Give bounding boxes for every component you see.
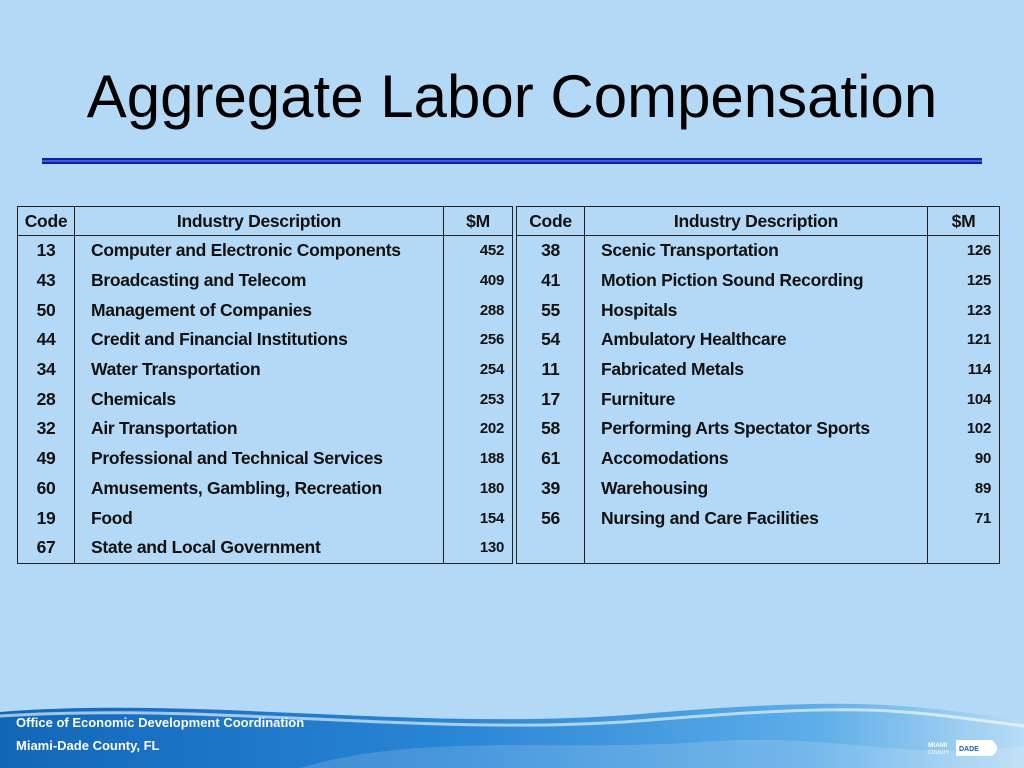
- row-amount: 114: [928, 355, 1000, 385]
- row-code: 11: [517, 355, 585, 385]
- row-description: Performing Arts Spectator Sports: [585, 414, 928, 444]
- row-code: 54: [517, 325, 585, 355]
- table-row: [18, 355, 513, 385]
- table-row: [517, 236, 1000, 266]
- row-amount: 409: [444, 266, 513, 296]
- row-code: 60: [18, 474, 75, 504]
- row-amount: 202: [444, 414, 513, 444]
- row-description: Fabricated Metals: [585, 355, 928, 385]
- header-description: Industry Description: [75, 207, 444, 236]
- footer-county: Miami-Dade County, FL: [16, 738, 160, 753]
- row-description: [585, 533, 928, 563]
- row-description: Food: [75, 503, 444, 533]
- row-amount: 254: [444, 355, 513, 385]
- row-description: Hospitals: [585, 295, 928, 325]
- row-amount: 126: [928, 236, 1000, 266]
- row-code: 17: [517, 384, 585, 414]
- row-description: Credit and Financial Institutions: [75, 325, 444, 355]
- row-code: 19: [18, 503, 75, 533]
- table-row: [517, 474, 1000, 504]
- row-description: Motion Piction Sound Recording: [585, 266, 928, 296]
- row-amount: 102: [928, 414, 1000, 444]
- table-header-row: [517, 207, 1000, 236]
- header-code: Code: [517, 207, 585, 236]
- header-code: Code: [18, 207, 75, 236]
- industry-table-left: [17, 206, 513, 564]
- row-code: 49: [18, 444, 75, 474]
- table-row: [18, 414, 513, 444]
- row-description: Amusements, Gambling, Recreation: [75, 474, 444, 504]
- table-header-row: [18, 207, 513, 236]
- table-row: [517, 503, 1000, 533]
- table-row: [18, 295, 513, 325]
- row-description: Air Transportation: [75, 414, 444, 444]
- table-row: [517, 444, 1000, 474]
- row-amount: [928, 533, 1000, 563]
- row-code: 41: [517, 266, 585, 296]
- row-code: 43: [18, 266, 75, 296]
- table-row: [517, 533, 1000, 563]
- row-code: 34: [18, 355, 75, 385]
- header-amount: $M: [928, 207, 1000, 236]
- row-code: 38: [517, 236, 585, 266]
- row-description: Chemicals: [75, 384, 444, 414]
- row-amount: 288: [444, 295, 513, 325]
- row-amount: 253: [444, 384, 513, 414]
- row-amount: 125: [928, 266, 1000, 296]
- row-code: 13: [18, 236, 75, 266]
- miami-dade-logo: [926, 738, 1004, 758]
- row-amount: 452: [444, 236, 513, 266]
- row-description: Management of Companies: [75, 295, 444, 325]
- row-code: 50: [18, 295, 75, 325]
- row-code: 61: [517, 444, 585, 474]
- row-amount: 154: [444, 503, 513, 533]
- table-row: [18, 266, 513, 296]
- table-row: [18, 503, 513, 533]
- row-amount: 123: [928, 295, 1000, 325]
- header-description: Industry Description: [585, 207, 928, 236]
- svg-text:COUNTY: COUNTY: [928, 750, 950, 756]
- table-row: [18, 444, 513, 474]
- row-amount: 89: [928, 474, 1000, 504]
- row-amount: 180: [444, 474, 513, 504]
- row-code: 55: [517, 295, 585, 325]
- row-description: Scenic Transportation: [585, 236, 928, 266]
- table-row: [517, 414, 1000, 444]
- row-amount: 90: [928, 444, 1000, 474]
- row-description: Professional and Technical Services: [75, 444, 444, 474]
- row-description: Water Transportation: [75, 355, 444, 385]
- row-description: Furniture: [585, 384, 928, 414]
- footer-office-name: Office of Economic Development Coordination: [16, 715, 305, 730]
- row-code: 56: [517, 503, 585, 533]
- row-amount: 104: [928, 384, 1000, 414]
- header-amount: $M: [444, 207, 513, 236]
- row-description: Accomodations: [585, 444, 928, 474]
- table-row: [517, 266, 1000, 296]
- row-amount: 121: [928, 325, 1000, 355]
- table-row: [517, 295, 1000, 325]
- row-code: [517, 533, 585, 563]
- table-row: [18, 533, 513, 563]
- svg-text:MIAMI: MIAMI: [928, 742, 948, 749]
- wave-decoration: [0, 702, 1024, 768]
- row-code: 39: [517, 474, 585, 504]
- table-row: [18, 384, 513, 414]
- title-divider: [42, 158, 982, 164]
- row-description: Computer and Electronic Components: [75, 236, 444, 266]
- table-row: [517, 384, 1000, 414]
- row-description: Nursing and Care Facilities: [585, 503, 928, 533]
- footer-banner: [0, 702, 1024, 768]
- row-amount: 130: [444, 533, 513, 563]
- row-code: 67: [18, 533, 75, 563]
- row-description: Warehousing: [585, 474, 928, 504]
- row-amount: 188: [444, 444, 513, 474]
- row-code: 32: [18, 414, 75, 444]
- table-row: [18, 474, 513, 504]
- row-code: 58: [517, 414, 585, 444]
- table-row: [517, 355, 1000, 385]
- row-amount: 256: [444, 325, 513, 355]
- industry-table-right: [516, 206, 1000, 564]
- svg-text:DADE: DADE: [959, 746, 979, 753]
- table-row: [18, 325, 513, 355]
- table-row: [517, 325, 1000, 355]
- row-description: Ambulatory Healthcare: [585, 325, 928, 355]
- page-title: Aggregate Labor Compensation: [86, 63, 938, 130]
- row-code: 28: [18, 384, 75, 414]
- row-amount: 71: [928, 503, 1000, 533]
- table-row: [18, 236, 513, 266]
- row-description: Broadcasting and Telecom: [75, 266, 444, 296]
- row-description: State and Local Government: [75, 533, 444, 563]
- row-code: 44: [18, 325, 75, 355]
